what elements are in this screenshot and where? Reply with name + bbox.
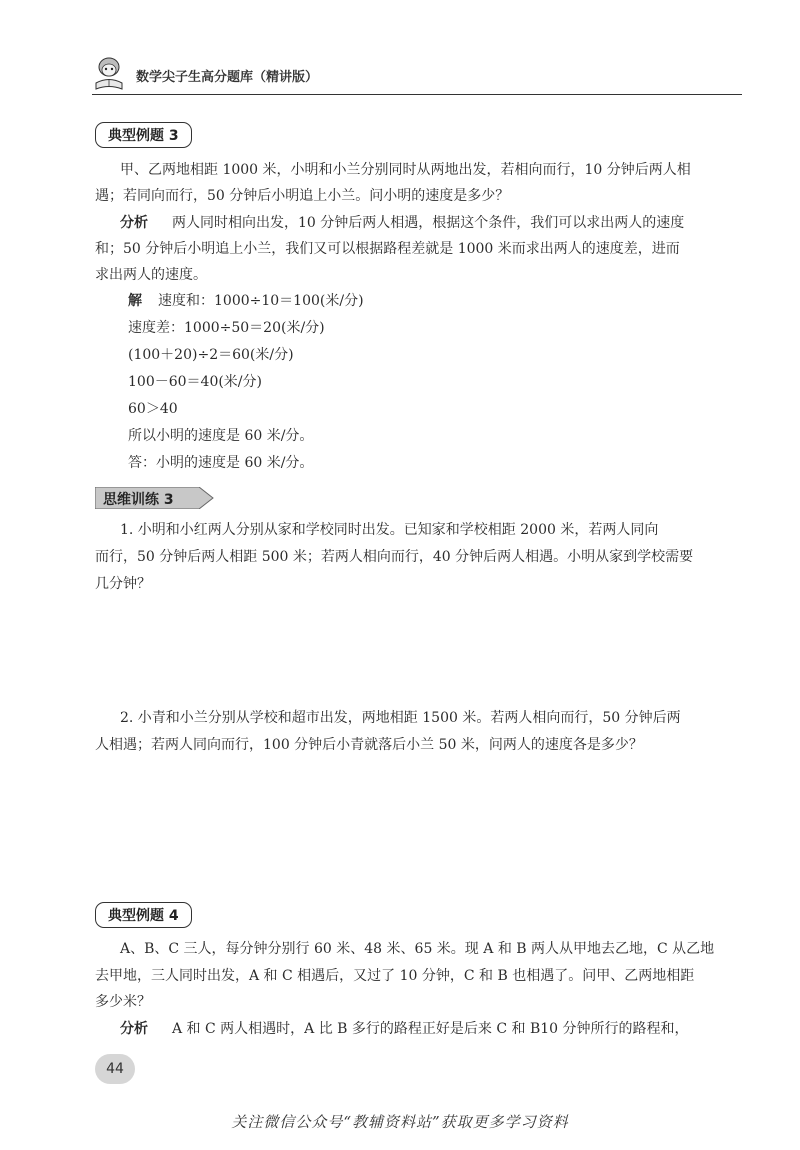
example3-problem-line-2: 遇；若同向而行，50 分钟后小明追上小兰。问小明的速度是多少？ <box>95 188 510 204</box>
example3-solution-line-3: (100＋20)÷2＝60(米/分) <box>128 347 294 363</box>
page-header <box>92 52 742 96</box>
training3-q1-line-2: 而行，50 分钟后两人相距 500 米；若两人相向而行，40 分钟后两人相遇。小明从家到学校需要 <box>95 549 694 565</box>
book-title: 数学尖子生高分题库（精讲版） <box>136 70 319 85</box>
example4-problem-line-3: 多少米？ <box>95 994 151 1010</box>
example4-problem-line-2: 去甲地，三人同时出发，A 和 C 相遇后，又过了 10 分钟，C 和 B 也相遇了。问甲、乙两地相距 <box>95 968 695 984</box>
training3-title: 思维训练 3 <box>103 492 174 508</box>
example4-analysis-line-1: A 和 C 两人相遇时，A 比 B 多行的路程正好是后来 C 和 B10 分钟所行的路程和， <box>172 1021 689 1037</box>
training3-q1-line-3: 几分钟？ <box>95 576 151 592</box>
training3-q1-line-1: 1. 小明和小红两人分别从家和学校同时出发。已知家和学校相距 2000 米，若两人同向 <box>120 522 659 538</box>
example3-problem-line-1: 甲、乙两地相距 1000 米，小明和小兰分别同时从两地出发，若相向而行，10 分钟后两人相 <box>120 162 691 178</box>
example3-analysis-line-2: 和；50 分钟后小明追上小兰，我们又可以根据路程差就是 1000 米而求出两人的速度差，进而 <box>95 241 680 257</box>
example3-analysis-line-3: 求出两人的速度。 <box>95 267 207 283</box>
training3-q2-line-1: 2. 小青和小兰分别从学校和超市出发，两地相距 1500 米。若两人相向而行，50 分钟后两 <box>120 710 681 726</box>
example4-title: 典型例题 4 <box>95 902 192 928</box>
page-number: 44 <box>95 1054 135 1084</box>
example3-solution-line-5: 60＞40 <box>128 401 178 417</box>
example3-solution-line-6: 所以小明的速度是 60 米/分。 <box>128 428 314 444</box>
example3-solution-line-4: 100－60＝40(米/分) <box>128 374 262 390</box>
example3-analysis-label: 分析 <box>120 215 148 231</box>
mascot-reading-icon <box>92 56 126 92</box>
footer-promo-text: 关注微信公众号“教辅资料站”获取更多学习资料 <box>231 1113 569 1131</box>
example3-title: 典型例题 3 <box>95 122 192 148</box>
training3-banner <box>95 487 215 509</box>
training3-q2-line-2: 人相遇；若两人同向而行，100 分钟后小青就落后小兰 50 米，问两人的速度各是多少？ <box>95 737 643 753</box>
example3-solution-line-1: 速度和：1000÷10＝100(米/分) <box>158 293 364 309</box>
example3-answer-line: 答：小明的速度是 60 米/分。 <box>128 455 314 471</box>
example3-solution-line-2: 速度差：1000÷50＝20(米/分) <box>128 320 325 336</box>
example3-solution-label: 解 <box>128 293 142 309</box>
example4-analysis-label: 分析 <box>120 1021 148 1037</box>
example4-problem-line-1: A、B、C 三人，每分钟分别行 60 米、48 米、65 米。现 A 和 B 两人从甲地去乙地，C 从乙地 <box>120 941 715 957</box>
header-divider <box>92 94 742 95</box>
example3-analysis-line-1: 两人同时相向出发，10 分钟后两人相遇，根据这个条件，我们可以求出两人的速度 <box>172 215 685 231</box>
